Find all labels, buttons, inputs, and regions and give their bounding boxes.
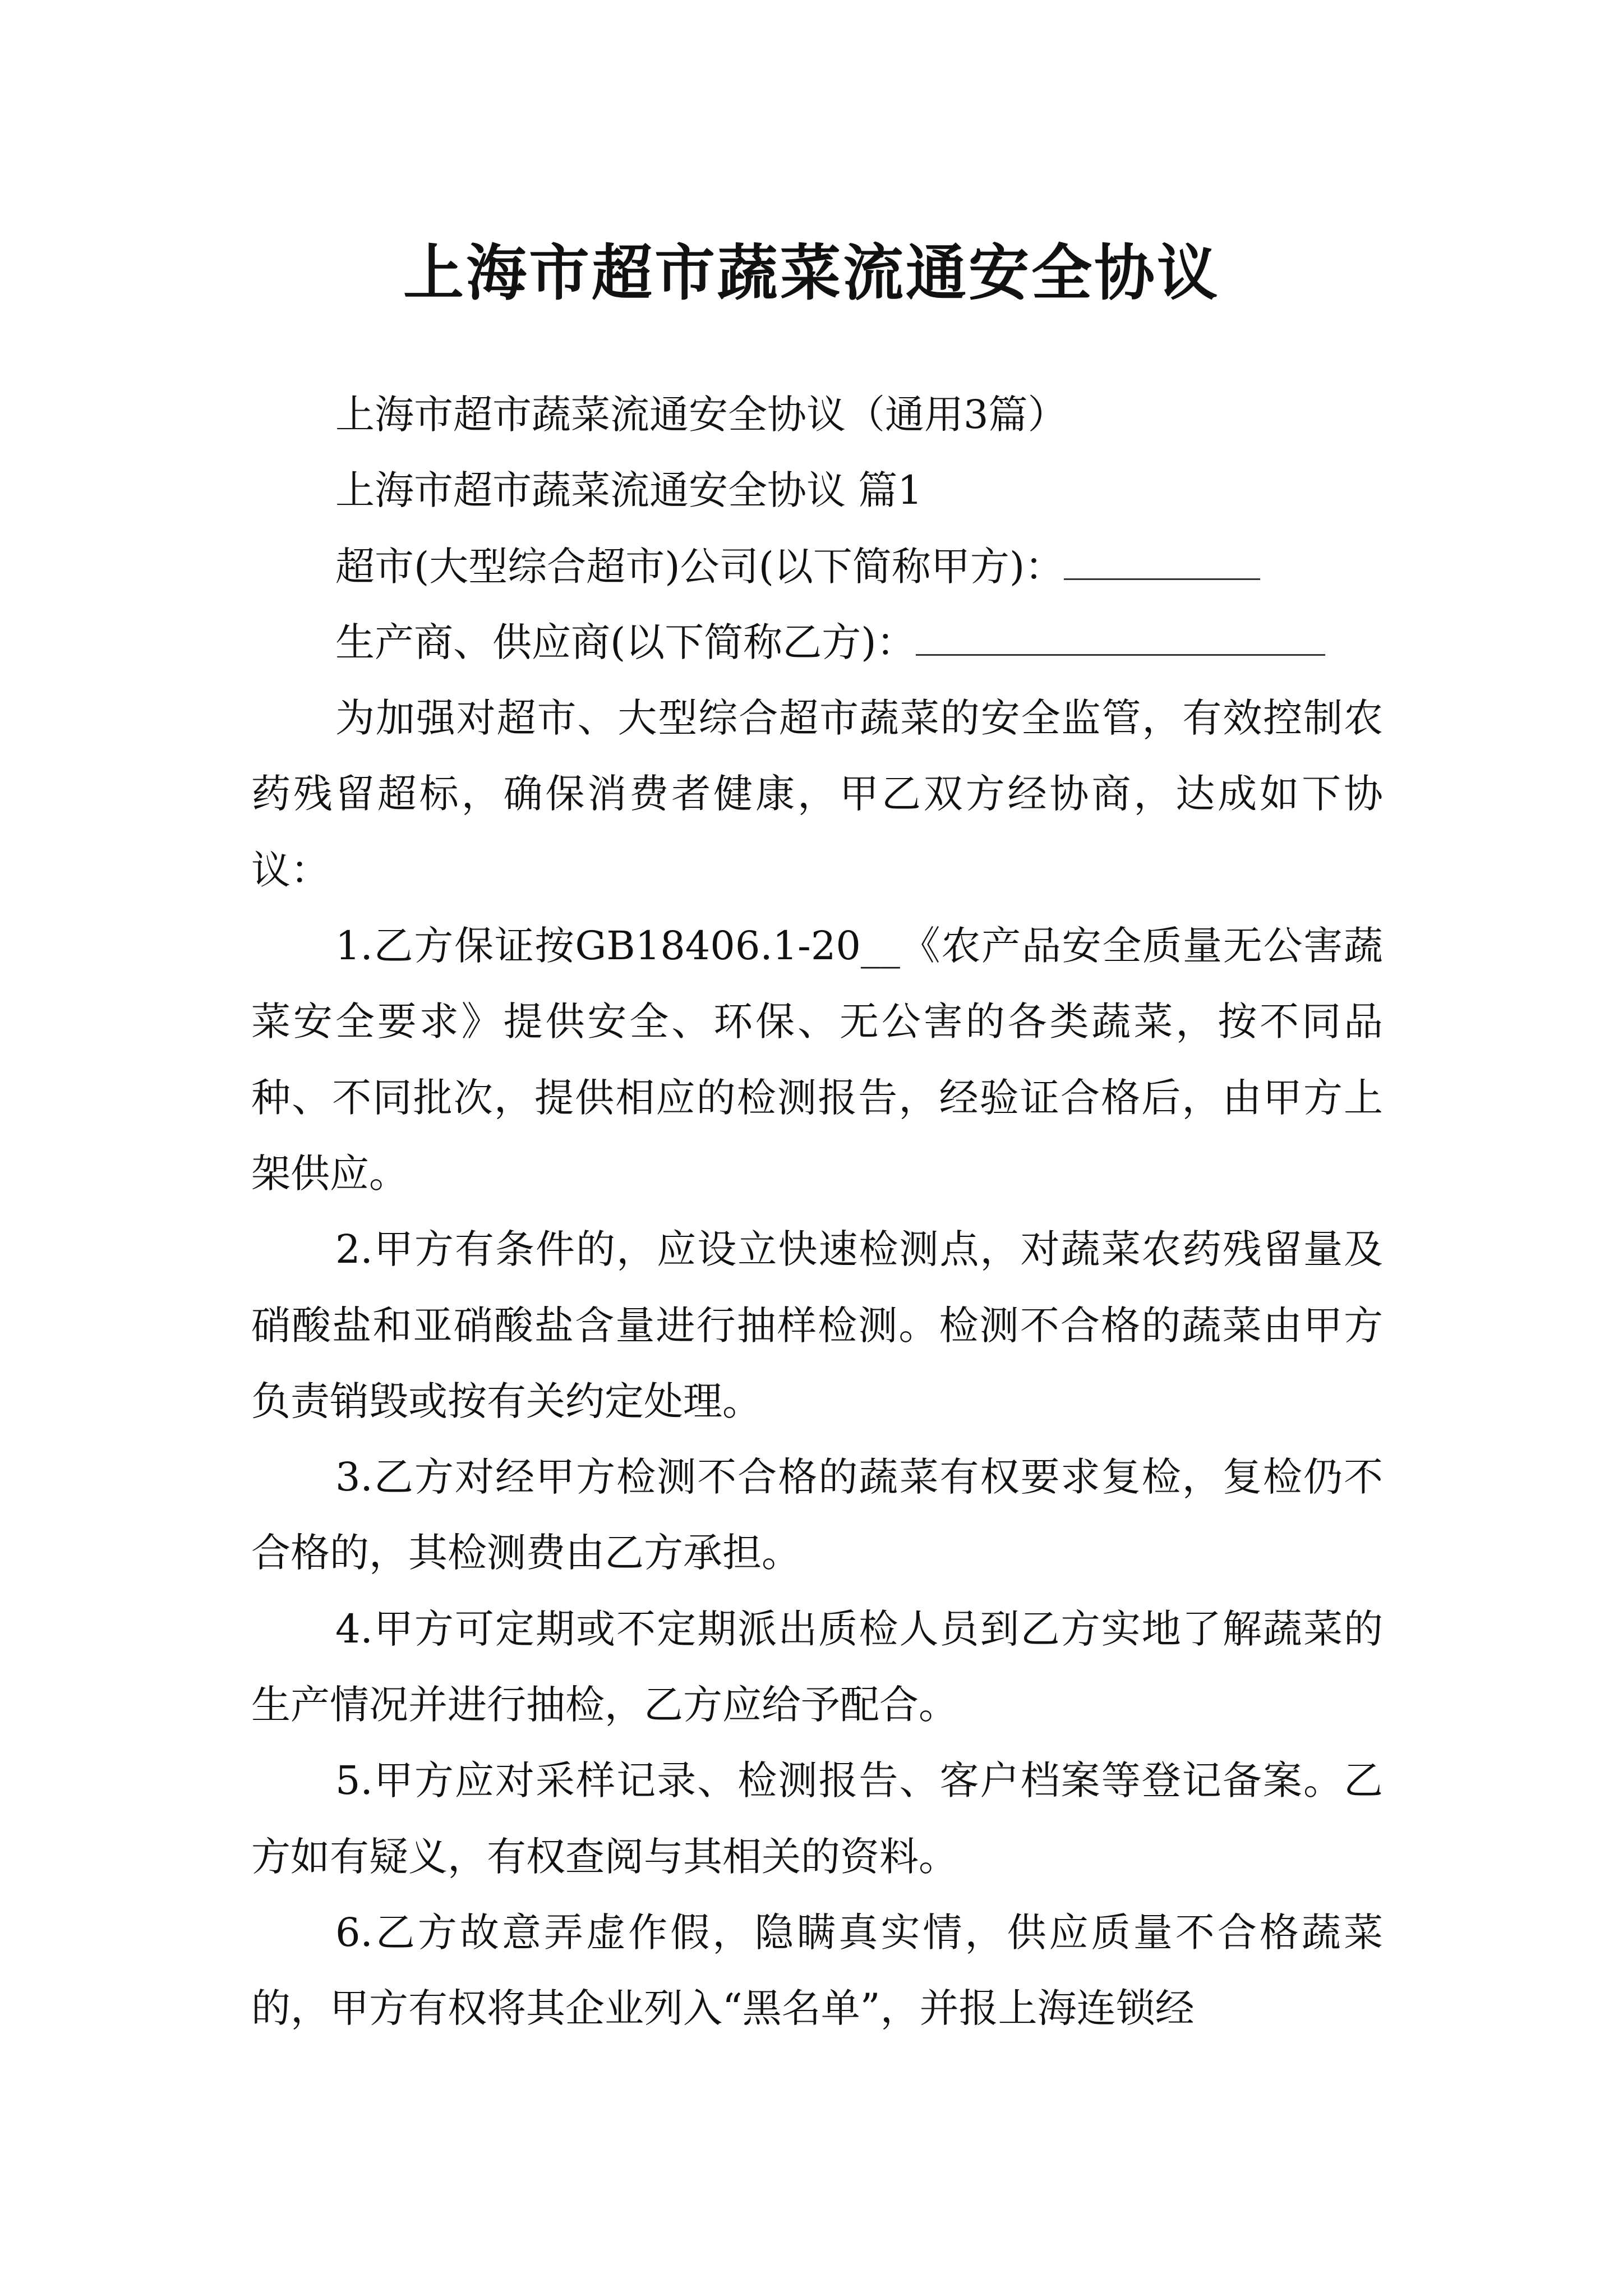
clause-6: 6.乙方故意弄虚作假，隐瞒真实情，供应质量不合格蔬菜的，甲方有权将其企业列入“黑名单”，并报上海连锁经 [251, 1909, 1383, 2032]
clause-4: 4.甲方可定期或不定期派出质检人员到乙方实地了解蔬菜的生产情况并进行抽检，乙方应给予配合。 [251, 1605, 1383, 1728]
clause-5: 5.甲方应对采样记录、检测报告、客户档案等登记备案。乙方如有疑义，有权查阅与其相关的资料。 [251, 1757, 1383, 1880]
document-subtitle: 上海市超市蔬菜流通安全协议（通用3篇） [335, 392, 1067, 438]
party-a-label: 超市(大型综合超市)公司(以下简称甲方)： [335, 543, 1064, 590]
clause-3: 3.乙方对经甲方检测不合格的蔬菜有权要求复检，复检仍不合格的，其检测费由乙方承担。 [251, 1454, 1383, 1576]
party-a-line [251, 529, 1383, 605]
clause-1: 1.乙方保证按GB18406.1-20__《农产品安全质量无公害蔬菜安全要求》提供安全、环保、无公害的各类蔬菜，按不同品种、不同批次，提供相应的检测报告，经验证合格后，由甲方上架供应。 [251, 923, 1383, 1197]
party-b-line [251, 605, 1383, 680]
document-title: 上海市超市蔬菜流通安全协议 [403, 238, 1220, 309]
section-heading: 上海市超市蔬菜流通安全协议 篇1 [335, 467, 923, 514]
party-b-label: 生产商、供应商(以下简称乙方)： [335, 619, 916, 665]
document-body [251, 377, 1383, 2047]
party-b-blank [916, 620, 1325, 656]
intro-paragraph: 为加强对超市、大型综合超市蔬菜的安全监管，有效控制农药残留超标，确保消费者健康，甲乙双方经协商，达成如下协议： [251, 695, 1383, 893]
clause-2: 2.甲方有条件的，应设立快速检测点，对蔬菜农药残留量及硝酸盐和亚硝酸盐含量进行抽样检测。检测不合格的蔬菜由甲方负责销毁或按有关约定处理。 [251, 1226, 1383, 1424]
party-a-blank [1064, 545, 1260, 580]
